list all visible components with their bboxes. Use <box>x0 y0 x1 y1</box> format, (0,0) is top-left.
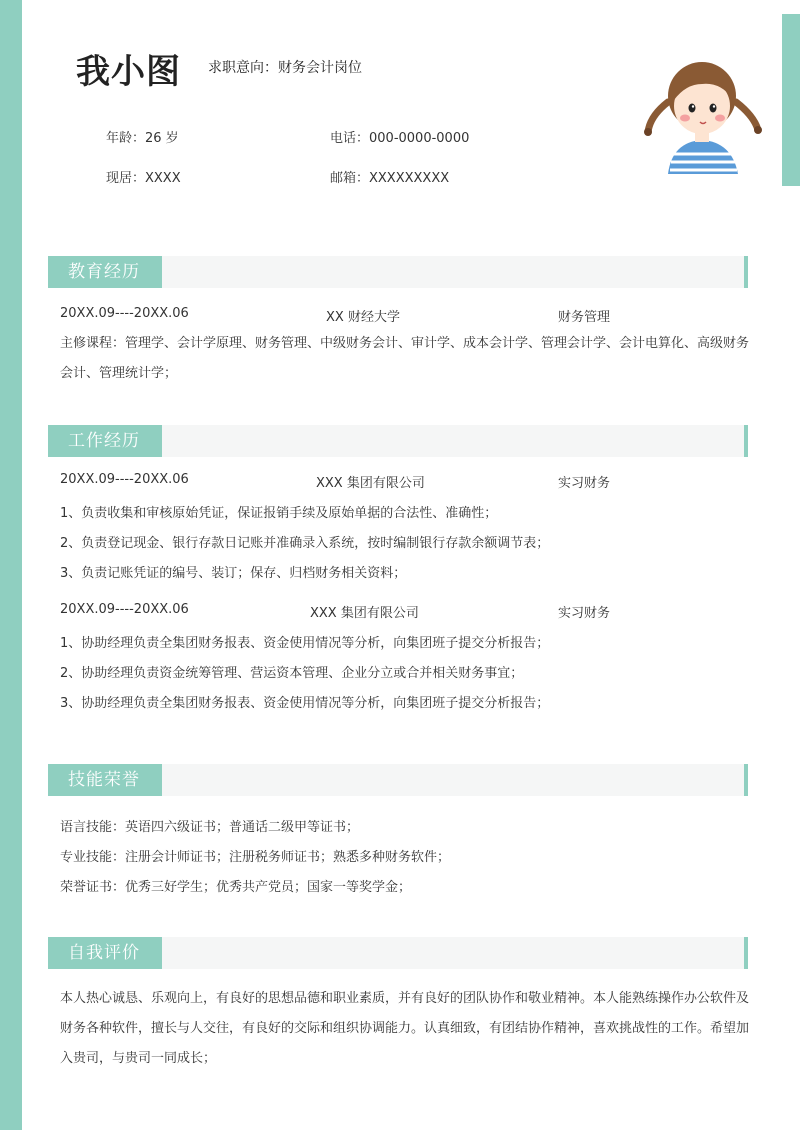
age-field: 年龄：26 岁 <box>106 131 179 146</box>
education-period: 20XX.09----20XX.06 <box>60 306 189 321</box>
job-period: 20XX.09----20XX.06 <box>60 472 189 487</box>
section-title: 教育经历 <box>48 256 162 288</box>
section-title: 自我评价 <box>48 937 162 969</box>
section-header-work <box>48 425 748 457</box>
section-title: 技能荣誉 <box>48 764 162 796</box>
residence-field: 现居：XXXX <box>106 171 181 186</box>
education-courses: 主修课程：管理学、会计学原理、财务管理、中级财务会计、审计学、成本会计学、管理会计学、会计电算化、高级财务会计、管理统计学； <box>60 336 750 381</box>
section-header-skills <box>48 764 748 796</box>
left-accent-bar <box>0 0 22 1130</box>
job-duty: 3、负责记账凭证的编号、装订；保存、归档财务相关资料； <box>60 566 407 581</box>
job-duty: 1、协助经理负责全集团财务报表、资金使用情况等分析，向集团班子提交分析报告； <box>60 636 550 651</box>
education-major: 财务管理 <box>558 310 611 325</box>
job-duty: 3、协助经理负责全集团财务报表、资金使用情况等分析，向集团班子提交分析报告； <box>60 696 550 711</box>
job-period: 20XX.09----20XX.06 <box>60 602 189 617</box>
avatar-cartoon-girl <box>640 50 764 174</box>
education-school: XX 财经大学 <box>326 310 400 325</box>
section-end-marker <box>744 256 748 288</box>
phone-field: 电话：000-0000-0000 <box>330 131 470 146</box>
job-duty: 2、负责登记现金、银行存款日记账并准确录入系统，按时编制银行存款余额调节表； <box>60 536 550 551</box>
self-evaluation-text: 本人热心诚恳、乐观向上，有良好的思想品德和职业素质，并有良好的团队协作和敬业精神。本人能熟练操作办公软件及财务各种软件，擅长与人交往，有良好的交际和组织协调能力。认真细致，有团结协作精神，喜欢挑战性的工作。希望加入贵司，与贵司一同成长； <box>60 991 750 1066</box>
job-duty: 1、负责收集和审核原始凭证，保证报销手续及原始单据的合法性、准确性； <box>60 506 498 521</box>
job-duty: 2、协助经理负责资金统筹管理、营运资本管理、企业分立或合并相关财务事宜； <box>60 666 524 681</box>
section-end-marker <box>744 937 748 969</box>
section-end-marker <box>744 425 748 457</box>
section-title: 工作经历 <box>48 425 162 457</box>
email-field: 邮箱：XXXXXXXXX <box>330 171 450 186</box>
job-company: XXX 集团有限公司 <box>310 606 419 621</box>
section-end-marker <box>744 764 748 796</box>
job-company: XXX 集团有限公司 <box>316 476 425 491</box>
skill-item: 荣誉证书：优秀三好学生；优秀共产党员；国家一等奖学金； <box>60 880 412 895</box>
skill-item: 专业技能：注册会计师证书；注册税务师证书；熟悉多种财务软件； <box>60 850 451 865</box>
job-role: 实习财务 <box>558 606 611 621</box>
candidate-name: 我小图 <box>76 52 181 92</box>
section-header-education <box>48 256 748 288</box>
section-header-self-evaluation <box>48 937 748 969</box>
job-intent: 求职意向：财务会计岗位 <box>208 60 362 76</box>
right-accent-tab <box>782 14 800 186</box>
job-role: 实习财务 <box>558 476 611 491</box>
skill-item: 语言技能：英语四六级证书；普通话二级甲等证书； <box>60 820 360 835</box>
